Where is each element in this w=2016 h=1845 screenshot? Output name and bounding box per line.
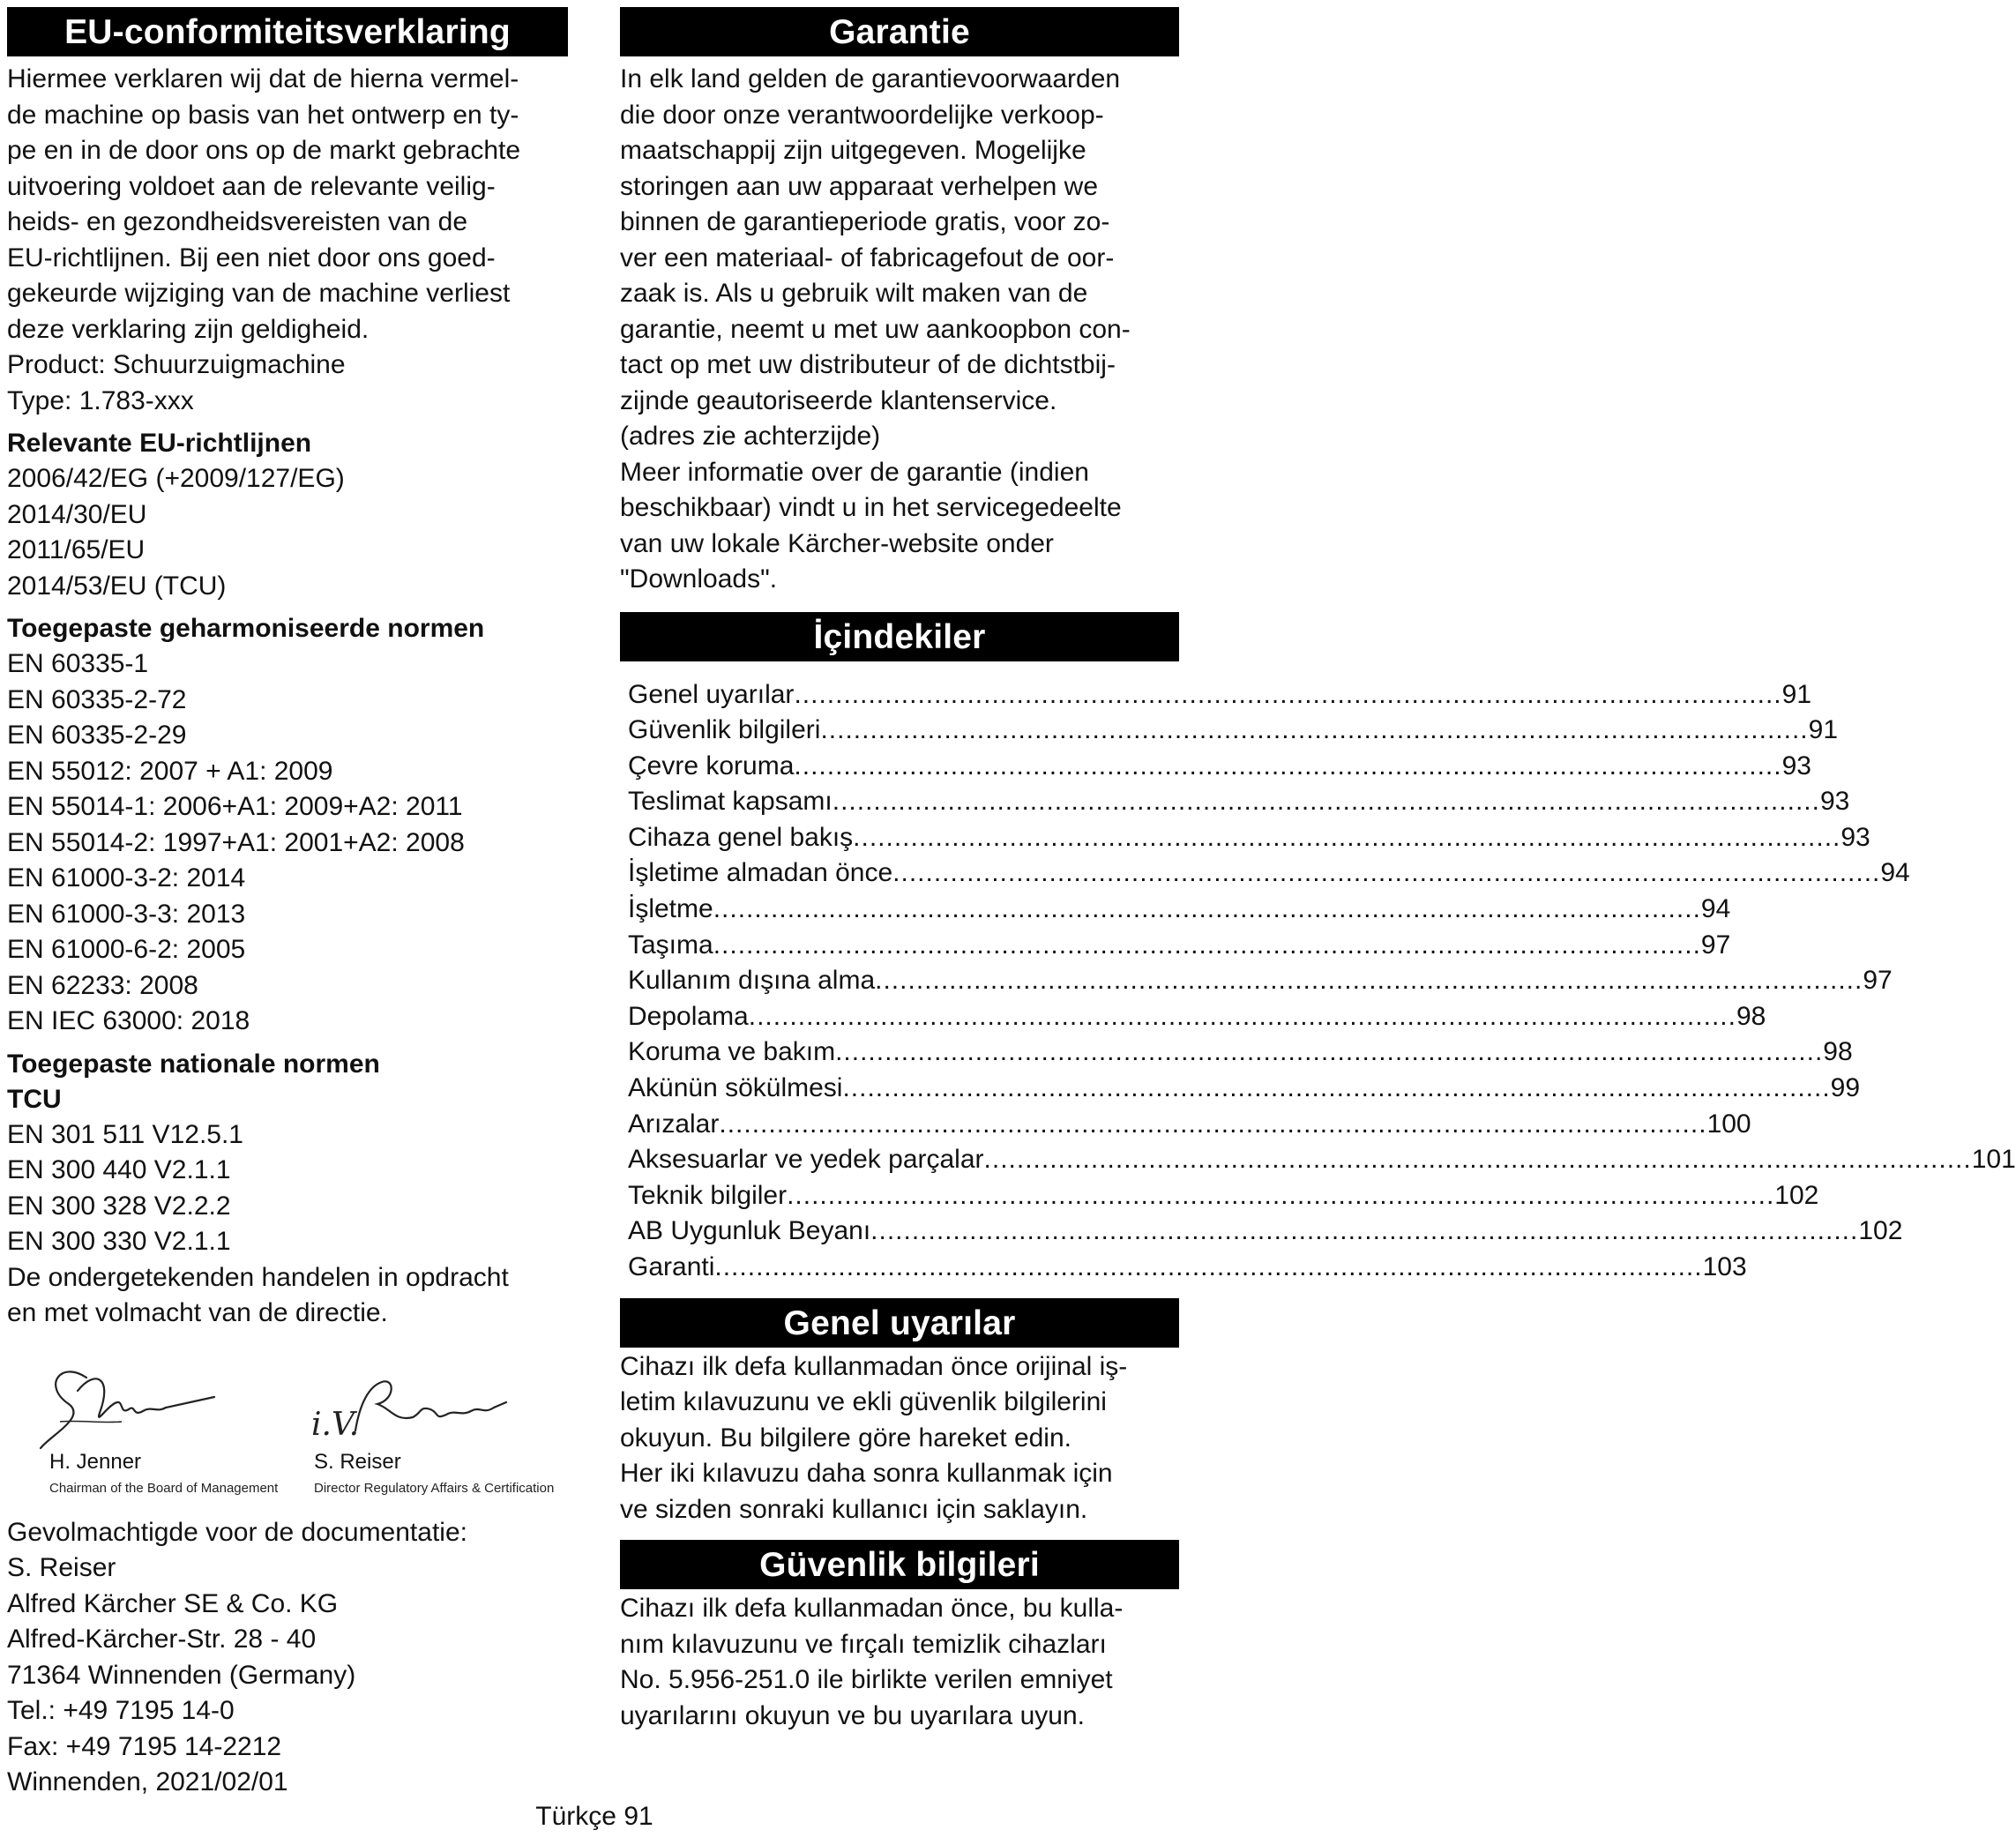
tcu-standards-list bbox=[7, 1117, 568, 1260]
toc-entry-page: 103 bbox=[1702, 1252, 1747, 1281]
toc-entry-title: İşletme bbox=[628, 894, 713, 924]
toc-entry-title: Kullanım dışına alma bbox=[628, 966, 876, 996]
toc-entry-title: Güvenlik bilgileri bbox=[628, 715, 821, 745]
list-item: EN 62233: 2008 bbox=[7, 970, 198, 1000]
list-item: EN 60335-1 bbox=[7, 649, 149, 678]
toc-entry-page: 93 bbox=[1841, 822, 1870, 852]
toc-leader-dots: ........................................................................................................................ bbox=[875, 966, 1863, 996]
signature-reiser-scribble bbox=[307, 1351, 536, 1457]
toc-entry-title: Arızalar bbox=[628, 1109, 720, 1139]
toc-entry-page: 94 bbox=[1880, 858, 1910, 888]
toc-entry-title: Aksesuarlar ve yedek parçalar bbox=[628, 1145, 984, 1175]
toc-leader-dots: ........................................................................................................................ bbox=[853, 822, 1841, 852]
toc-leader-dots: ........................................................................................................................ bbox=[983, 1145, 1972, 1175]
toc-entry[interactable] bbox=[620, 820, 1870, 856]
toc-leader-dots: ........................................................................................................................ bbox=[719, 1109, 1707, 1139]
toc-entry[interactable] bbox=[620, 1214, 1903, 1250]
toc-leader-dots: ........................................................................................................................ bbox=[820, 715, 1809, 745]
genel-uyarilar-text: Cihazı ilk defa kullanmadan önce orijinal iş- letim kılavuzunu ve ekli güvenlik bilgilerini okuyun. Bu bilgilere göre hareket edin. Her iki kılavuzu daha sonra kullanmak için ve sizden sonraki kullanıcı için saklayın. bbox=[620, 1351, 1128, 1524]
toc-entry-page: 91 bbox=[1808, 715, 1839, 745]
garantie-text: In elk land gelden de garantievoorwaarden die door onze verantwoordelijke verkoop- maatschappij zijn uitgegeven. Mogelijke storingen aan uw apparaat verhelpen we binnen de garantieperiode gratis, voor zo- ver een materiaal- of fabricagefout de oor- zaak is. Als u gebruik wilt maken van de garantie, neemt u met uw aankoopbon con- tact op met uw distributeur of de dichtstbij- zijnde geautoriseerde klantenservice. (adres zie achterzijde) Meer informatie over de garantie (indien beschikbaar) vindt u in het servicegedeelte van uw lokale Kärcher-website onder "Downloads". bbox=[620, 64, 1131, 594]
toc-entry[interactable] bbox=[620, 784, 1850, 820]
list-item: EN 301 511 V12.5.1 bbox=[7, 1119, 243, 1149]
list-item: EN 55014-1: 2006+A1: 2009+A2: 2011 bbox=[7, 792, 463, 821]
toc-leader-dots: ........................................................................................................................ bbox=[794, 751, 1782, 781]
toc-entry-page: 102 bbox=[1858, 1216, 1903, 1246]
toc-entry-title: Çevre koruma bbox=[628, 751, 795, 781]
toc-leader-dots: ........................................................................................................................ bbox=[842, 1073, 1831, 1103]
eu-conformity-intro: Hiermee verklaren wij dat de hierna vermel- de machine op basis van het ontwerp en ty- pe en in de door ons op de markt gebrachte uitvoering voldoet aan de relevante veilig- heids- en gezondheidsvereisten van de EU-richtlijnen. Bij een niet door ons goed- gekeurde wijziging van de machine verliest deze verklaring zijn geldigheid. Product: Schuurzuigmachine Type: 1.783-xxx bbox=[7, 64, 521, 415]
genel-uyarilar-header: Genel uyarılar bbox=[620, 1298, 1179, 1348]
toc-entry-page: 98 bbox=[1736, 1001, 1766, 1031]
list-item: EN 300 328 V2.2.2 bbox=[7, 1191, 231, 1221]
right-column bbox=[620, 7, 2016, 1734]
toc-entry-page: 93 bbox=[1819, 787, 1850, 817]
page-footer: Türkçe 91 bbox=[535, 1802, 653, 1831]
toc-entry[interactable] bbox=[620, 749, 1811, 785]
guvenlik-bilgileri-text: Cihazı ilk defa kullanmadan önce, bu kulla- nım kılavuzunu ve fırçalı temizlik cihazları No. 5.956-251.0 ile birlikte verilen emniyet uyarılarını okuyun ve bu uyarılara uyun. bbox=[620, 1594, 1124, 1730]
toc-entry-page: 97 bbox=[1700, 930, 1731, 960]
toc-entry-page: 98 bbox=[1823, 1037, 1853, 1067]
toc-entry[interactable] bbox=[620, 713, 1839, 749]
toc-entry-title: AB Uygunluk Beyanı bbox=[628, 1216, 871, 1246]
list-item: EN 61000-3-3: 2013 bbox=[7, 899, 246, 929]
signatory-name: H. Jenner bbox=[49, 1449, 142, 1474]
signatory-name: S. Reiser bbox=[314, 1449, 401, 1474]
toc-entry[interactable] bbox=[620, 677, 1812, 713]
list-item: EN 61000-6-2: 2005 bbox=[7, 935, 246, 964]
signatory-role: Director Regulatory Affairs & Certification bbox=[314, 1480, 555, 1496]
toc-entry[interactable] bbox=[620, 855, 1910, 892]
harmonised-standards-title: Toegepaste geharmoniseerde normen bbox=[7, 614, 485, 643]
toc-entry[interactable] bbox=[620, 1107, 1751, 1143]
list-item: EN 300 440 V2.1.1 bbox=[7, 1155, 231, 1184]
toc-entry-title: Cihaza genel bakış bbox=[628, 822, 854, 852]
list-item: EN IEC 63000: 2018 bbox=[7, 1006, 250, 1035]
toc-entry-title: Koruma ve bakım bbox=[628, 1037, 836, 1067]
toc-entry-page: 91 bbox=[1781, 679, 1812, 709]
toc-entry-page: 99 bbox=[1830, 1073, 1861, 1103]
list-item: 2014/30/EU bbox=[7, 499, 147, 529]
toc-entry-title: Teslimat kapsamı bbox=[628, 787, 833, 817]
left-column bbox=[7, 7, 568, 1801]
list-item: 2011/65/EU bbox=[7, 535, 146, 564]
list-item: 2014/53/EU (TCU) bbox=[7, 571, 227, 601]
undersigned-statement: De ondergetekenden handelen in opdracht en met volmacht van de directie. bbox=[7, 1262, 509, 1327]
toc-leader-dots: ........................................................................................................................ bbox=[832, 787, 1820, 817]
toc-entry-page: 93 bbox=[1781, 751, 1811, 781]
toc-leader-dots: ........................................................................................................................ bbox=[713, 930, 1701, 960]
signature-reiser bbox=[307, 1351, 555, 1496]
toc-entry[interactable] bbox=[620, 1142, 2016, 1178]
toc-entry-page: 100 bbox=[1706, 1109, 1751, 1139]
toc-entry[interactable] bbox=[620, 963, 1893, 999]
signature-jenner bbox=[25, 1351, 279, 1496]
toc-entry-title: İşletime almadan önce bbox=[628, 858, 893, 888]
toc-entry[interactable] bbox=[620, 1035, 1853, 1071]
toc-leader-dots: ........................................................................................................................ bbox=[794, 679, 1782, 709]
toc-entry-title: Taşıma bbox=[628, 930, 713, 960]
directives-title: Relevante EU-richtlijnen bbox=[7, 429, 312, 458]
signature-prefix: i.V. bbox=[311, 1406, 360, 1443]
list-item: EN 60335-2-29 bbox=[7, 721, 187, 750]
toc-entry-page: 102 bbox=[1774, 1180, 1819, 1210]
toc-entry[interactable] bbox=[620, 1250, 1747, 1286]
toc-entry[interactable] bbox=[620, 1071, 1861, 1107]
toc-entry-page: 101 bbox=[1971, 1145, 2016, 1175]
toc-leader-dots: ........................................................................................................................ bbox=[835, 1037, 1824, 1067]
documentation-contact: Gevolmachtigde voor de documentatie: S. Reiser Alfred Kärcher SE & Co. KG Alfred-Kärcher-Str. 28 - 40 71364 Winnenden (Germany) Tel.: +49 7195 14-0 Fax: +49 7195 14-2212 Winnenden, 2021/02/01 bbox=[7, 1517, 467, 1796]
list-item: 2006/42/EG (+2009/127/EG) bbox=[7, 464, 345, 493]
guvenlik-bilgileri-header: Güvenlik bilgileri bbox=[620, 1540, 1179, 1589]
toc-entry-title: Genel uyarılar bbox=[628, 679, 795, 709]
signatory-role: Chairman of the Board of Management bbox=[49, 1480, 279, 1496]
list-item: EN 60335-2-72 bbox=[7, 684, 187, 714]
toc-leader-dots: ........................................................................................................................ bbox=[713, 894, 1701, 924]
toc-header: İçindekiler bbox=[620, 612, 1179, 661]
toc-leader-dots: ........................................................................................................................ bbox=[714, 1252, 1703, 1281]
toc-leader-dots: ........................................................................................................................ bbox=[748, 1001, 1736, 1031]
toc-entry-title: Teknik bilgiler bbox=[628, 1180, 788, 1210]
list-item: EN 300 330 V2.1.1 bbox=[7, 1227, 231, 1256]
garantie-header: Garantie bbox=[620, 7, 1179, 56]
toc-entry[interactable] bbox=[620, 892, 1731, 928]
directives-list bbox=[7, 461, 568, 604]
toc-leader-dots: ........................................................................................................................ bbox=[787, 1180, 1775, 1210]
toc-entry[interactable] bbox=[620, 1178, 1819, 1214]
toc-entry-title: Akünün sökülmesi bbox=[628, 1073, 843, 1103]
harmonised-standards-list bbox=[7, 646, 568, 1040]
toc-entry[interactable] bbox=[620, 928, 1731, 964]
toc-entry-page: 97 bbox=[1863, 966, 1893, 996]
toc-entry-page: 94 bbox=[1700, 894, 1731, 924]
list-item: EN 55014-2: 1997+A1: 2001+A2: 2008 bbox=[7, 827, 465, 857]
toc-leader-dots: ........................................................................................................................ bbox=[870, 1216, 1859, 1246]
list-item: EN 55012: 2007 + A1: 2009 bbox=[7, 756, 333, 786]
national-standards-title: Toegepaste nationale normen bbox=[7, 1049, 380, 1079]
toc-leader-dots: ........................................................................................................................ bbox=[892, 858, 1881, 888]
signatures bbox=[7, 1351, 568, 1510]
list-item: EN 61000-3-2: 2014 bbox=[7, 863, 246, 893]
toc-entry-title: Depolama bbox=[628, 1001, 749, 1031]
eu-conformity-header: EU-conformiteitsverklaring bbox=[7, 7, 568, 56]
toc-entry[interactable] bbox=[620, 999, 1766, 1035]
table-of-contents bbox=[620, 677, 2016, 1286]
signature-jenner-scribble bbox=[25, 1351, 236, 1457]
toc-entry-title: Garanti bbox=[628, 1252, 715, 1281]
tcu-title: TCU bbox=[7, 1084, 62, 1114]
